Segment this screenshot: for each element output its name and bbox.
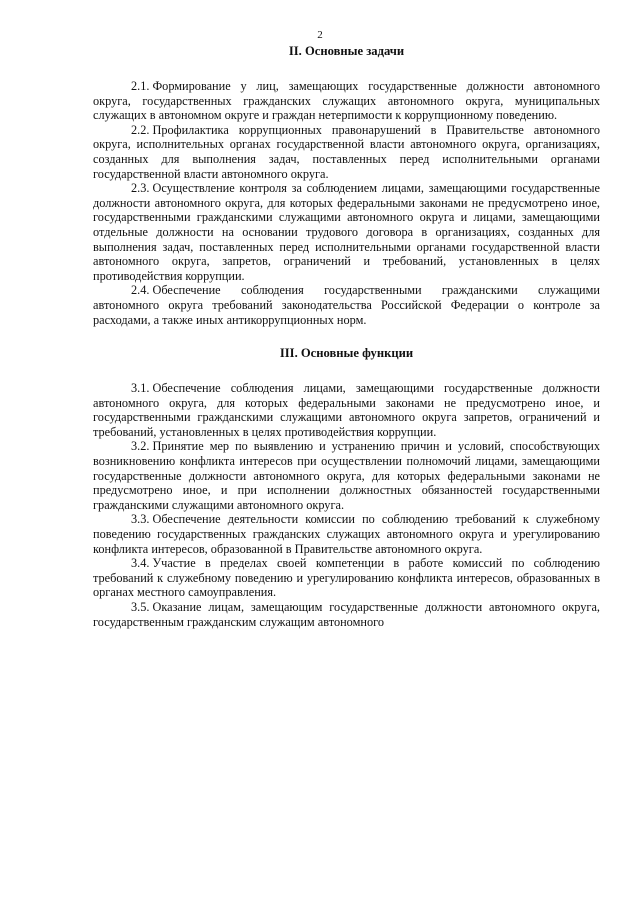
paragraph-3-3: [93, 512, 600, 556]
page-number: 2: [317, 29, 323, 41]
document-body: [93, 44, 600, 629]
item-number: 2.4.: [131, 283, 150, 298]
item-text: Обеспечение соблюдения лицами, замещающими государственные должности автономного округа, для которых федеральными законами не предусмотрено иное, и государственными гражданскими служащими автономного округа запретов, ограничений и требований, установленных в целях противодействия коррупции.: [93, 381, 600, 439]
item-text: Обеспечение деятельности комиссии по соблюдению требований к служебному поведению государственных гражданских служащих автономного округа и урегулированию конфликта интересов, образованной в Правительстве автономного округа.: [93, 512, 600, 556]
item-number: 3.1.: [131, 381, 150, 396]
item-number: 3.3.: [131, 512, 150, 527]
paragraph-3-2: [93, 439, 600, 512]
paragraph-3-4: [93, 556, 600, 600]
paragraph-3-5: [93, 600, 600, 629]
item-text: Участие в пределах своей компетенции в работе комиссий по соблюдению требований к служебному поведению и урегулированию конфликта интересов, образованных в органах местного самоуправления.: [93, 556, 600, 600]
item-number: 3.4.: [131, 556, 150, 571]
item-number: 2.3.: [131, 181, 150, 196]
paragraph-2-2: [93, 123, 600, 181]
item-number: 3.5.: [131, 600, 150, 614]
paragraph-3-1: [93, 381, 600, 439]
item-text: Осуществление контроля за соблюдением лицами, замещающими государственные должности автономного округа, для которых федеральными законами не предусмотрено иное, государственными гражданскими служащими автономного округа и лицами, замещающими отдельные должности на основании трудового договора в организациях, созданных для выполнения задач, поставленных перед исполнительными органами государственной власти автономного округа, запретов, ограничений и требований, установленных в целях противодействия коррупции.: [93, 181, 600, 283]
item-text: Профилактика коррупционных правонарушений в Правительстве автономного округа, исполнительных органах государственной власти автономного округа, организациях, созданных для выполнения задач, поставленных перед исполнительными органами государственной власти автономного округа.: [93, 122, 600, 181]
paragraph-2-4: [93, 283, 600, 327]
paragraph-2-1: [93, 79, 600, 123]
item-text: Формирование у лиц, замещающих государственные должности автономного округа, государственных гражданских служащих автономного округа, муниципальных служащих в автономном округе и граждан нетерпимости к коррупционному поведению.: [93, 79, 600, 123]
item-text: Оказание лицам, замещающим государственные должности автономного округа, государственным гражданским служащим автономного: [93, 600, 600, 629]
section-heading-functions: III. Основные функции: [279, 346, 414, 361]
item-text: Принятие мер по выявлению и устранению причин и условий, способствующих возникновению конфликта интересов при осуществлении полномочий лицами, замещающими государственные должности автономного округа, для которых федеральными законами не предусмотрено иное, и при исполнении должностных обязанностей государственными гражданскими служащими автономного округа.: [93, 439, 600, 512]
item-number: 2.2.: [131, 122, 150, 137]
item-number: 3.2.: [131, 439, 150, 454]
section-heading-tasks: II. Основные задачи: [288, 44, 405, 58]
item-number: 2.1.: [131, 79, 150, 93]
paragraph-2-3: [93, 181, 600, 283]
item-text: Обеспечение соблюдения государственными гражданскими служащими автономного округа требований законодательства Российской Федерации о контроле за расходами, а также иных антикоррупционных норм.: [93, 283, 600, 327]
